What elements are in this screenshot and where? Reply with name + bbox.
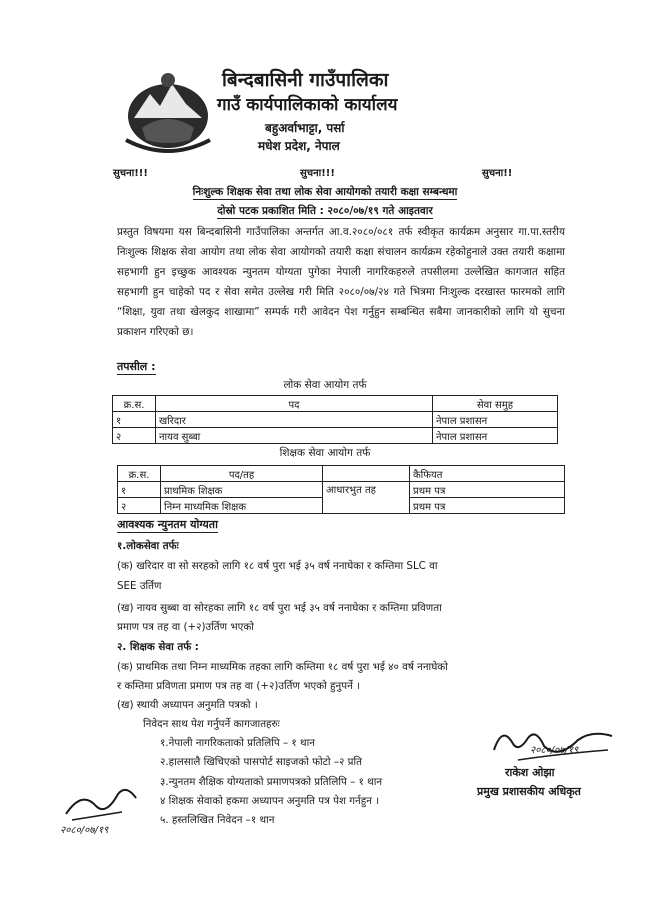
cell-service-group: नेपाल प्रशासन (433, 412, 558, 428)
subject-text: निःशुल्क शिक्षक सेवा तथा लोक सेवा आयोगको तयारी कक्षा सम्बन्धमा (192, 186, 458, 198)
published-line (0, 204, 650, 218)
loksewa-table (112, 395, 558, 444)
body-paragraph: प्रस्तुत विषयमा यस बिन्दबासिनी गाउँपालिका अन्तर्गत आ.व.२०८०/०८१ तर्फ स्वीकृत कार्यक्रम अनुसार गा.पा.स्तरीय निःशुल्क शिक्षक सेवा आयोग तथा लोक सेवा आयोगको तयारी कक्षा संचालन कार्यक्रम रहेकोहुनाले उक्त तयारी कक्षामा सहभागी हुन इच्छुक आवश्यक न्युनतम योग्यता पुगेका नेपाली नागरिकहरुले तपसीलमा उल्लेखित कागजात सहित सहभागी हुन चाहेको पद र सेवा समेत उल्लेख गरी मिति २०८०/०७/२४ गते भित्रमा निःशुल्क दरखास्त फारमको लागि “शिक्षा, युवा तथा खेलकुद शाखामा” सम्पर्क गरी आवेदन पेश गर्नुहुन सम्बन्धित सबैमा जानकारीको लागि यो सुचना प्रकाशन गरिएको छ। (117, 226, 565, 338)
signature-date: २०८०/०७/१९ (530, 745, 579, 756)
address-line1: बहुअर्वाभाट्टा, पर्सा (265, 121, 345, 135)
loksewa-kha-line1: (ख) नायव सुब्बा वा सोरहका लागि १८ वर्ष पुरा भई ३५ वर्ष ननाघेका र कम्तिमा प्रविणता (117, 602, 442, 614)
tapsil-label: तपसील : (117, 360, 156, 373)
table-row (113, 412, 558, 428)
subject-line (0, 185, 650, 199)
table2-caption: शिक्षक सेवा आयोग तर्फ (279, 447, 371, 459)
col-header-remarks: कैफियत (410, 466, 565, 482)
table-row (118, 482, 565, 498)
shikshak-heading: २. शिक्षक सेवा तर्फ : (117, 641, 199, 653)
col-header-empty (323, 466, 410, 482)
nepal-emblem-icon (120, 66, 216, 154)
table1-caption: लोक सेवा आयोग तर्फ (283, 379, 367, 391)
signatory-name: राकेश ओझा (505, 766, 555, 779)
left-handwritten-date: २०८०/०७/१९ (60, 825, 109, 836)
cell-sn: १ (118, 482, 161, 498)
loksewa-ka-line2: SEE उर्तिण (117, 580, 162, 592)
loksewa-heading: १.लोकसेवा तर्फः (117, 540, 179, 552)
cell-post: खरिदार (156, 412, 433, 428)
cell-post: नायव सुब्बा (156, 428, 433, 444)
cell-level-merged: आधारभुत तह (323, 482, 410, 514)
shikshak-ka-line2: र कम्तिमा प्रविणता प्रमाण पत्र तह वा (+२)उर्तिण भएको हुनुपर्ने । (117, 680, 360, 692)
col-header-sn: क्र.स. (113, 396, 156, 412)
notice-label-left: सुचना!!! (113, 168, 148, 179)
col-header-service-group: सेवा समुह (433, 396, 558, 412)
notice-label-center: सुचना!!! (300, 168, 335, 179)
address-line2: मधेश प्रदेश, नेपाल (258, 139, 340, 153)
doc-item: ५. हस्तलिखित निवेदन –१ थान (160, 814, 275, 826)
shikshak-kha: (ख) स्थायी अध्यापन अनुमति पत्रको । (117, 699, 258, 711)
loksewa-ka-line1: (क) खरिदार वा सो सरहको लागि १८ वर्ष पुरा भई ३५ वर्ष ननाघेका र कम्तिमा SLC वा (117, 560, 438, 572)
published-text: दोस्रो पटक प्रकाशित मिति : २०८०/०७/१९ गते आइतवार (217, 205, 433, 217)
municipality-title: बिन्दबासिनी गाउँपालिका (222, 69, 389, 91)
cell-remarks: प्रथम पत्र (410, 482, 565, 498)
loksewa-kha-line2: प्रमाण पत्र तह वा (+२)उर्तिण भएको (117, 621, 254, 633)
qualifications-heading: आवश्यक न्युनतम योग्यता (117, 518, 218, 531)
cell-sn: १ (113, 412, 156, 428)
notice-label-right: सुचना!! (482, 168, 513, 179)
col-header-post-level: पद/तह (161, 466, 323, 482)
cell-service-group: नेपाल प्रशासन (433, 428, 558, 444)
cell-sn: २ (118, 498, 161, 514)
col-header-post: पद (156, 396, 433, 412)
shikshak-ka-line1: (क) प्राथमिक तथा निम्न माध्यमिक तहका लागि कम्तिमा १८ वर्ष पुरा भई ४० वर्ष ननाघेको (117, 661, 448, 673)
table-row (113, 428, 558, 444)
doc-item: २.हालसालै खिचिएको पासपोर्ट साइजको फोटो –२ प्रति (160, 756, 362, 768)
cell-post: निम्न माध्यमिक शिक्षक (161, 498, 323, 514)
doc-item: ४ शिक्षक सेवाको हकमा अध्यापन अनुमति पत्र पेश गर्नहुन । (160, 795, 380, 807)
signatory-designation: प्रमुख प्रशासकीय अधिकृत (477, 785, 581, 798)
doc-item: ३.न्युनतम शैक्षिक योग्यताको प्रमाणपत्रको प्रतिलिपि – १ थान (160, 776, 383, 788)
col-header-sn: क्र.स. (118, 466, 161, 482)
doc-item: १.नेपाली नागरिकताको प्रतिलिपि – १ थान (160, 737, 315, 749)
cell-sn: २ (113, 428, 156, 444)
table-header-row (118, 466, 565, 482)
table-header-row (113, 396, 558, 412)
shikshak-table (117, 465, 565, 514)
office-title: गाउँ कार्यपालिकाको कार्यालय (217, 95, 398, 115)
docs-heading: निवेदन साथ पेश गर्नुपर्ने कागजातहरुः (143, 718, 280, 730)
cell-post: प्राथमिक शिक्षक (161, 482, 323, 498)
cell-remarks: प्रथम पत्र (410, 498, 565, 514)
